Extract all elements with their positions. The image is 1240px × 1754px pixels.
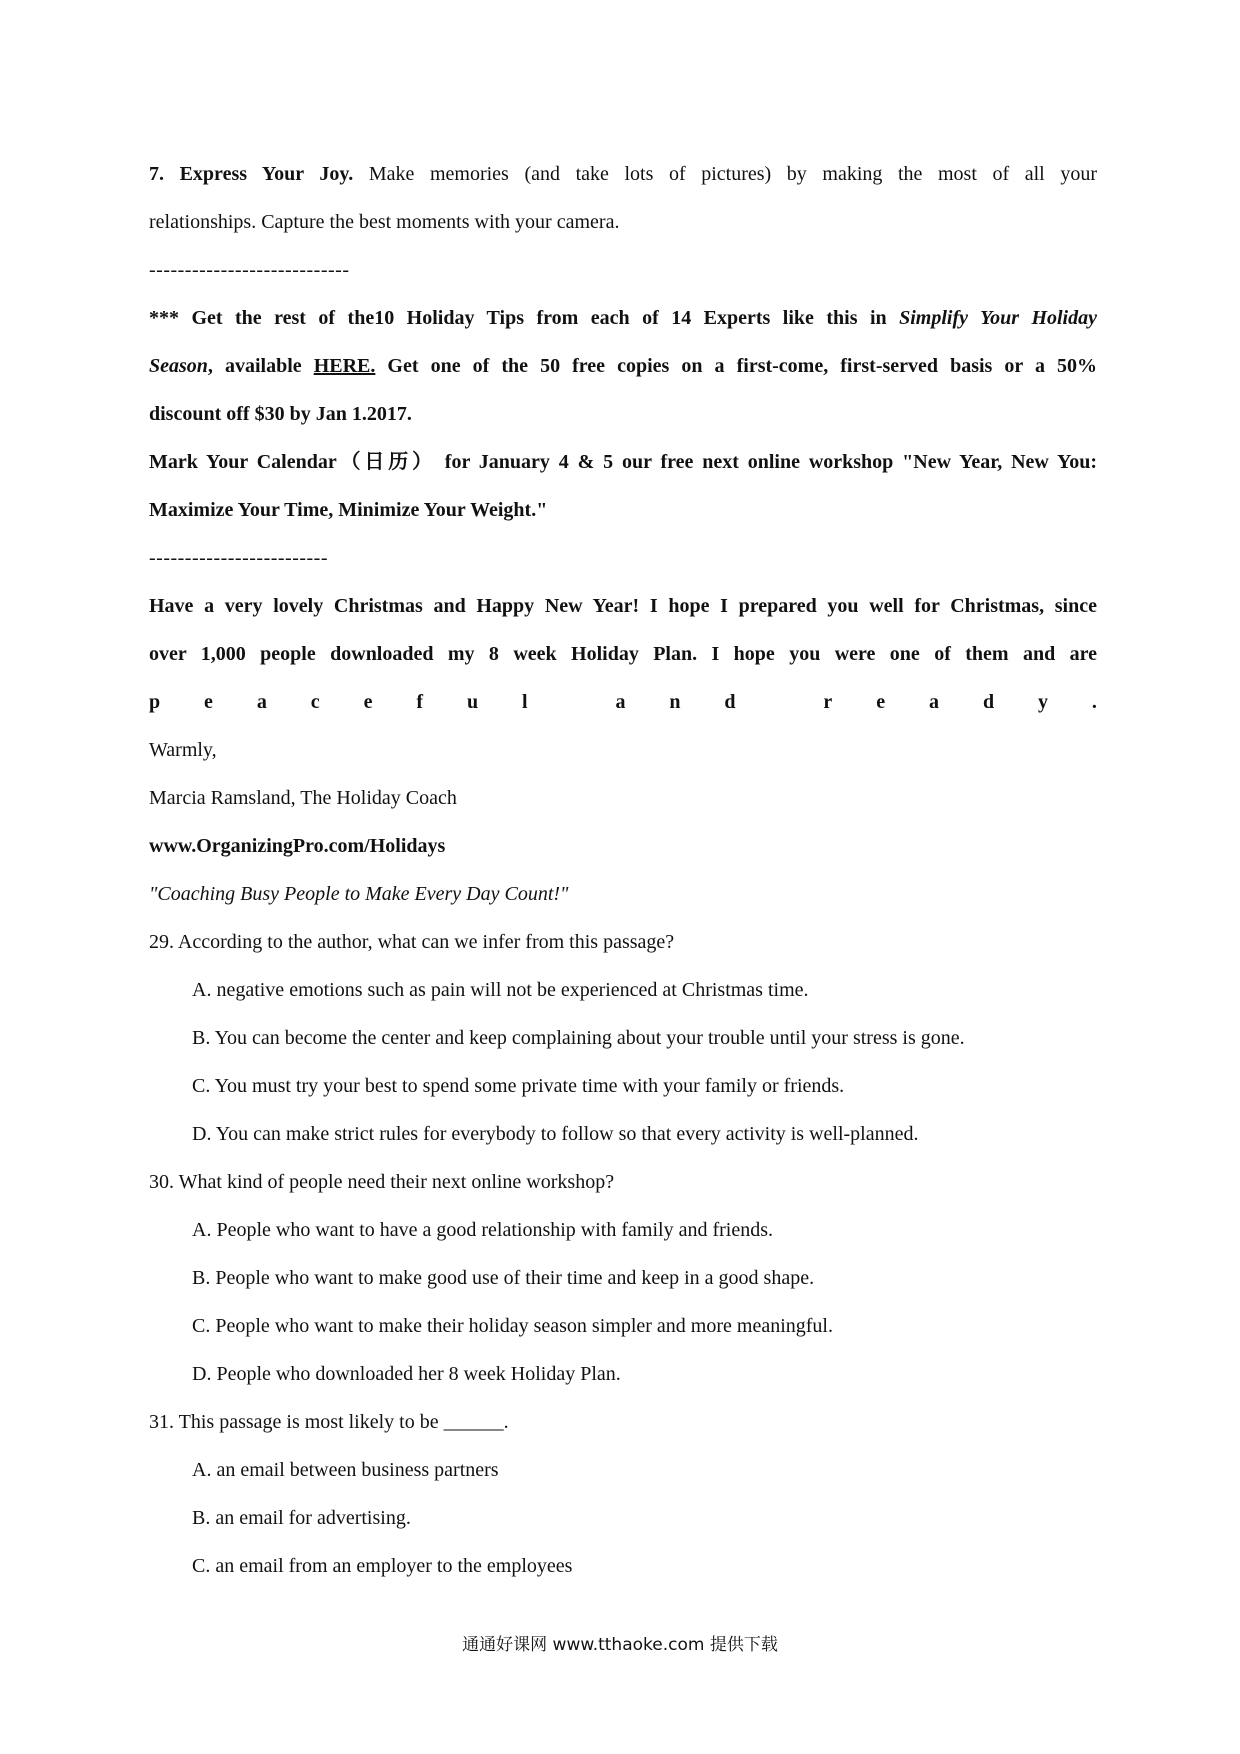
closing-letter: c	[310, 691, 320, 713]
closing-letter: r	[823, 691, 833, 713]
signoff-warmly: Warmly,	[149, 739, 217, 761]
closing-line2: over 1,000 people downloaded my 8 week Holiday Plan. I hope you were one of them and are	[149, 643, 1097, 665]
closing-letter: d	[982, 691, 995, 713]
closing-letter: e	[363, 691, 373, 713]
separator-1: ----------------------------	[149, 259, 350, 281]
question-29-stem: 29. According to the author, what can we infer from this passage?	[149, 931, 675, 953]
signoff-website-link[interactable]: www.OrganizingPro.com/Holidays	[149, 835, 446, 857]
here-link[interactable]: HERE.	[313, 355, 376, 377]
question-29-option-c: C. You must try your best to spend some private time with your family or friends.	[192, 1075, 845, 1097]
question-31-option-c: C. an email from an employer to the employees	[192, 1555, 573, 1577]
closing-letter: .	[1091, 691, 1097, 713]
book-title: Simplify Your Holiday	[899, 307, 1097, 329]
closing-letter: e	[876, 691, 886, 713]
calendar-line1: Mark Your Calendar（日历） for January 4 & 5 our free next online workshop "New Year, New You:	[149, 451, 1097, 473]
closing-letter: p	[149, 691, 161, 713]
promo-line2	[149, 352, 1097, 380]
question-31-option-b: B. an email for advertising.	[192, 1507, 411, 1529]
question-30-option-a: A. People who want to have a good relationship with family and friends.	[192, 1219, 773, 1241]
closing-letter: f	[416, 691, 424, 713]
book-title-cont: Season	[149, 355, 208, 377]
promo-text: *** Get the rest of the10 Holiday Tips from each of 14 Experts like this in	[149, 307, 900, 329]
calendar-line2: Maximize Your Time, Minimize Your Weight."	[149, 499, 548, 521]
closing-letter: y	[1037, 691, 1048, 713]
tip7-text: Make memories (and take lots of pictures) by making the most of all your	[368, 163, 1097, 185]
promo-line1	[149, 304, 1097, 332]
page-footer: 通通好课网 www.tthaoke.com 提供下载	[462, 1635, 778, 1655]
question-30-option-c: C. People who want to make their holiday season simpler and more meaningful.	[192, 1315, 833, 1337]
question-29-option-b: B. You can become the center and keep complaining about your trouble until your stress is gone.	[192, 1027, 965, 1049]
question-31-stem: 31. This passage is most likely to be ______.	[149, 1411, 509, 1433]
promo-text: Get one of the 50 free copies on a first-come, first-served basis or a 50%	[375, 355, 1097, 377]
closing-letter: n	[669, 691, 681, 713]
question-29-option-a: A. negative emotions such as pain will not be experienced at Christmas time.	[192, 979, 809, 1001]
closing-letter: e	[204, 691, 213, 713]
tip7-line1	[149, 160, 1097, 188]
closing-letter: a	[929, 691, 940, 713]
closing-letter: u	[467, 691, 479, 713]
closing-line1: Have a very lovely Christmas and Happy New Year! I hope I prepared you well for Christmas, since	[149, 595, 1097, 617]
signoff-tagline: "Coaching Busy People to Make Every Day Count!"	[149, 883, 569, 905]
closing-letter: a	[256, 691, 267, 713]
question-30-option-d: D. People who downloaded her 8 week Holiday Plan.	[192, 1363, 621, 1385]
closing-line3	[149, 688, 1097, 716]
signoff-name: Marcia Ramsland, The Holiday Coach	[149, 787, 457, 809]
question-29-option-d: D. You can make strict rules for everybody to follow so that every activity is well-planned.	[192, 1123, 919, 1145]
question-31-option-a: A. an email between business partners	[192, 1459, 499, 1481]
closing-letter: l	[522, 691, 528, 713]
promo-text: , available	[207, 355, 314, 377]
promo-line3: discount off $30 by Jan 1.2017.	[149, 403, 412, 425]
question-30-stem: 30. What kind of people need their next online workshop?	[149, 1171, 615, 1193]
closing-letter: a	[615, 691, 626, 713]
closing-letter: d	[724, 691, 736, 713]
separator-2: -------------------------	[149, 547, 329, 569]
question-30-option-b: B. People who want to make good use of their time and keep in a good shape.	[192, 1267, 815, 1289]
tip7-heading: 7. Express Your Joy.	[149, 163, 354, 185]
tip7-line2: relationships. Capture the best moments with your camera.	[149, 211, 620, 233]
